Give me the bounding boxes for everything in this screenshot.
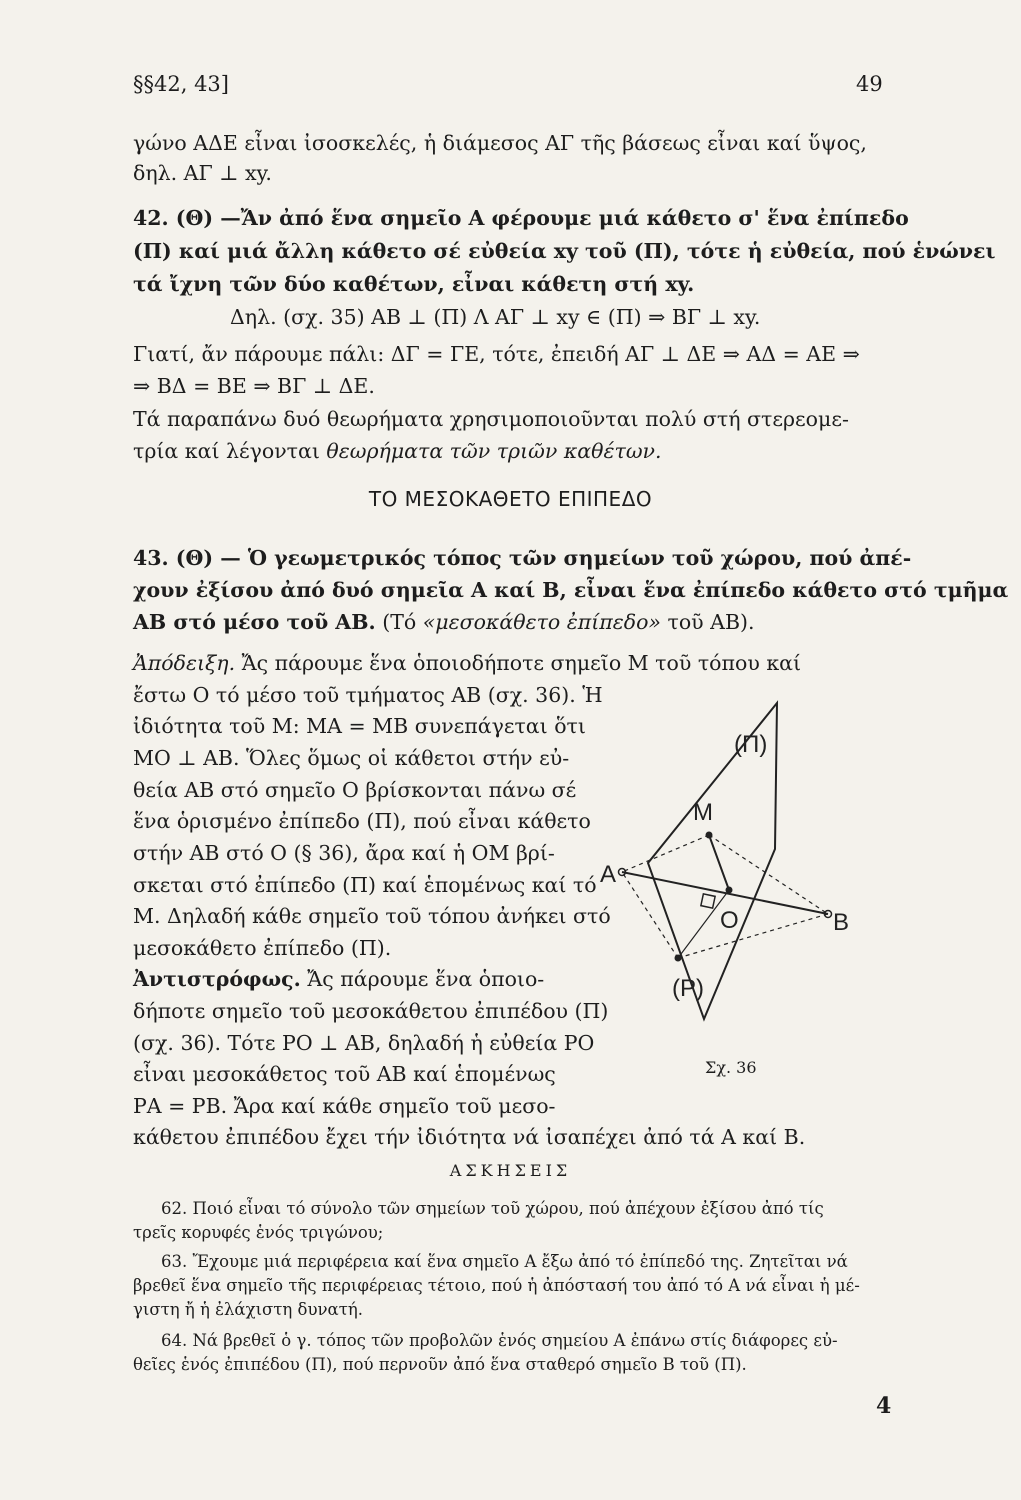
three-perpendiculars-term: θεωρήματα τῶν τριῶν καθέτων.	[326, 439, 662, 463]
intro-line-1: γώνο ΑΔΕ εἶναι ἰσοσκελές, ἡ διάμεσος ΑΓ τῆς βάσεως εἶναι καί ὕψος,	[133, 131, 867, 155]
exercise-64-line-2: θεῖες ἑνός ἐπιπέδου (Π), πού περνοῦν ἀπό ἕνα σταθερό σημεῖο Β τοῦ (Π).	[133, 1355, 747, 1374]
exercises-title: ΑΣΚΗΣΕΙΣ	[449, 1161, 572, 1180]
segment-mo	[709, 835, 729, 890]
theorem-43-line-2: χουν ἐξίσου ἀπό δυό σημεῖα Α καί Β, εἶναι ἕνα ἐπίπεδο κάθετο στό τμῆμα	[133, 578, 1009, 602]
proof-line-2: ἔστω Ο τό μέσο τοῦ τμήματος ΑΒ (σχ. 36). Ἡ	[133, 683, 603, 707]
theorem-42-proof: Δηλ. (σχ. 35) ΑΒ ⊥ (Π) Λ ΑΓ ⊥ xy ∈ (Π) ⇒ ΒΓ ⊥ xy.	[230, 305, 761, 329]
label-b: Β	[833, 909, 850, 936]
theorem-42-why-1: Γιατί, ἄν πάρουμε πάλι: ΔΓ = ΓΕ, τότε, ἐπειδή ΑΓ ⊥ ΔΕ ⇒ ΑΔ = ΑΕ ⇒	[133, 342, 860, 366]
segment-pb	[678, 914, 828, 958]
label-o: Ο	[720, 907, 739, 934]
proof-line-8: σκεται στό ἐπίπεδο (Π) καί ἑπομένως καί τό	[133, 873, 597, 897]
proof-line-9: Μ. Δηλαδή κάθε σημεῖο τοῦ τόπου ἀνήκει στό	[133, 904, 611, 928]
section-reference: §§42, 43]	[133, 72, 229, 96]
label-p-point: (Ρ)	[672, 975, 704, 1002]
converse-line-2: δήποτε σημεῖο τοῦ μεσοκάθετου ἐπιπέδου (Π)	[133, 999, 609, 1023]
converse-line-6: κάθετου ἐπιπέδου ἔχει τήν ἰδιότητα νά ἰσαπέχει ἀπό τά Α καί Β.	[133, 1125, 806, 1149]
converse-line-4: εἶναι μεσοκάθετος τοῦ ΑΒ καί ἑπομένως	[133, 1062, 556, 1086]
point-p	[675, 955, 682, 962]
converse-line-3: (σχ. 36). Τότε ΡΟ ⊥ ΑΒ, δηλαδή ἡ εὐθεία ΡΟ	[133, 1031, 595, 1055]
proof-line-1: Ἀπόδειξη. Ἄς πάρουμε ἕνα ὁποιοδήποτε σημεῖο Μ τοῦ τόπου καί	[133, 651, 802, 675]
section-title: ΤΟ ΜΕΣΟΚΑΘΕΤΟ ΕΠΙΠΕΔΟ	[368, 487, 653, 511]
label-plane-p: (Π)	[734, 731, 768, 758]
proof-line-5: θεία ΑΒ στό σημεῖο Ο βρίσκονται πάνω σέ	[133, 778, 577, 802]
theorem-42-note-1: Τά παραπάνω δυό θεωρήματα χρησιμοποιοῦνται πολύ στή στερεομε-	[133, 407, 849, 431]
exercise-62-line-1: 62. Ποιό εἶναι τό σύνολο τῶν σημείων τοῦ χώρου, πού ἀπέχουν ἐξίσου ἀπό τίς	[161, 1199, 824, 1218]
page-number: 49	[856, 72, 883, 96]
figure-36-diagram	[600, 690, 890, 1090]
exercise-64-line-1: 64. Νά βρεθεῖ ὁ γ. τόπος τῶν προβολῶν ἑνός σημείου Α ἐπάνω στίς διάφορες εὐ-	[161, 1331, 838, 1350]
proof-line-4: ΜΟ ⊥ ΑΒ. Ὅλες ὅμως οἱ κάθετοι στήν εὐ-	[133, 746, 570, 770]
figure-caption: Σχ. 36	[705, 1058, 757, 1077]
perpendicular-bisector-plane-term: «μεσοκάθετο ἐπίπεδο»	[422, 610, 661, 634]
proof-line-6: ἕνα ὁρισμένο ἐπίπεδο (Π), πού εἶναι κάθετο	[133, 809, 591, 833]
intro-line-2: δηλ. ΑΓ ⊥ xy.	[133, 161, 272, 185]
converse-line-1: Ἀντιστρόφως. Ἄς πάρουμε ἕνα ὁποιο-	[133, 967, 545, 991]
proof-label: Ἀπόδειξη.	[133, 651, 236, 675]
proof-line-3: ἰδιότητα τοῦ Μ: ΜΑ = ΜΒ συνεπάγεται ὅτι	[133, 714, 586, 738]
signature-mark: 4	[876, 1393, 892, 1419]
converse-line-5: ΡΑ = ΡΒ. Ἄρα καί κάθε σημεῖο τοῦ μεσο-	[133, 1094, 556, 1118]
proof-line-10: μεσοκάθετο ἐπίπεδο (Π).	[133, 936, 392, 960]
exercise-62-line-2: τρεῖς κορυφές ἑνός τριγώνου;	[133, 1223, 384, 1242]
theorem-42-line-2: (Π) καί μιά ἄλλη κάθετο σέ εὐθεία xy τοῦ (Π), τότε ἡ εὐθεία, πού ἑνώνει	[133, 239, 996, 263]
theorem-43-line-1: 43. (Θ) — Ὁ γεωμετρικός τόπος τῶν σημείων τοῦ χώρου, πού ἀπέ-	[133, 546, 912, 570]
right-angle-mark	[701, 894, 715, 908]
exercise-63-line-3: γιστη ἤ ἡ ἐλάχιστη δυνατή.	[133, 1300, 363, 1319]
converse-label: Ἀντιστρόφως.	[133, 967, 301, 991]
theorem-42-note-2: τρία καί λέγονται θεωρήματα τῶν τριῶν καθέτων.	[133, 439, 662, 463]
theorem-42-line-3: τά ἴχνη τῶν δύο καθέτων, εἶναι κάθετη στή xy.	[133, 272, 695, 296]
segment-pa	[622, 872, 678, 958]
label-m: Μ	[693, 799, 713, 826]
point-o	[726, 887, 733, 894]
theorem-42-why-2: ⇒ ΒΔ = ΒΕ ⇒ ΒΓ ⊥ ΔΕ.	[133, 374, 375, 398]
theorem-43-line-3: ΑΒ στό μέσο τοῦ ΑΒ. (Τό «μεσοκάθετο ἐπίπεδο» τοῦ ΑΒ).	[133, 610, 755, 634]
exercise-63-line-1: 63. Ἔχουμε μιά περιφέρεια καί ἕνα σημεῖο Α ἔξω ἀπό τό ἐπίπεδό της. Ζητεῖται νά	[161, 1252, 848, 1271]
label-a: Α	[600, 861, 617, 888]
theorem-42-line-1: 42. (Θ) —Ἄν ἀπό ἕνα σημεῖο Α φέρουμε μιά κάθετο σ' ἕνα ἐπίπεδο	[133, 206, 909, 230]
point-m	[706, 832, 713, 839]
exercise-63-line-2: βρεθεῖ ἕνα σημεῖο τῆς περιφέρειας τέτοιο, πού ἡ ἀπόστασή του ἀπό τό Α νά εἶναι ἡ μέ-	[133, 1276, 860, 1295]
proof-line-7: στήν ΑΒ στό Ο (§ 36), ἄρα καί ἡ ΟΜ βρί-	[133, 841, 555, 865]
